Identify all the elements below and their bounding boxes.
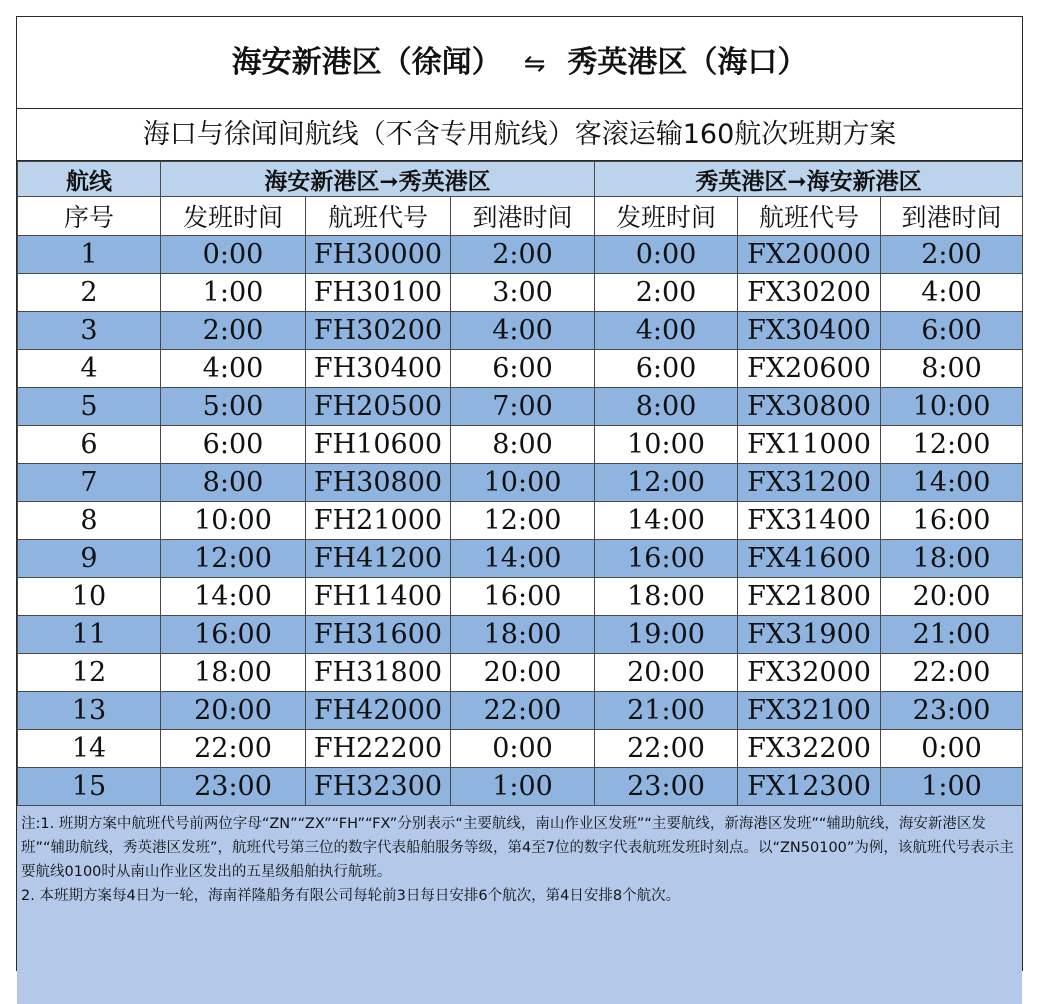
xiuying-flight-code-cell: FX31200 — [738, 464, 881, 502]
xiuying-arrive-cell: 16:00 — [881, 502, 1023, 540]
haian-flight-code-cell: FH21000 — [306, 502, 451, 540]
xiuying-arrive-cell: 18:00 — [881, 540, 1023, 578]
haian-flight-code-cell: FH41200 — [306, 540, 451, 578]
xiuying-arrive-cell: 10:00 — [881, 388, 1023, 426]
direction-haian-to-xiuying: 海安新港区➞秀英港区 — [161, 162, 595, 197]
table-row — [18, 578, 1023, 616]
xiuying-flight-code-cell: FX11000 — [738, 426, 881, 464]
table-row — [18, 730, 1023, 768]
xiuying-flight-code-cell: FX20000 — [738, 236, 881, 274]
table-row — [18, 274, 1023, 312]
xiuying-depart-cell: 12:00 — [595, 464, 738, 502]
table-row — [18, 540, 1023, 578]
depart-header: 发班时间 — [595, 197, 738, 236]
haian-depart-cell: 1:00 — [161, 274, 306, 312]
haian-arrive-cell: 0:00 — [451, 730, 595, 768]
xiuying-depart-cell: 14:00 — [595, 502, 738, 540]
xiuying-flight-code-cell: FX41600 — [738, 540, 881, 578]
haian-depart-cell: 6:00 — [161, 426, 306, 464]
xiuying-depart-cell: 6:00 — [595, 350, 738, 388]
haian-arrive-cell: 16:00 — [451, 578, 595, 616]
xiuying-flight-code-cell: FX32100 — [738, 692, 881, 730]
seq-cell: 3 — [18, 312, 161, 350]
haian-depart-cell: 22:00 — [161, 730, 306, 768]
haian-arrive-cell: 18:00 — [451, 616, 595, 654]
table-row — [18, 464, 1023, 502]
haian-arrive-cell: 7:00 — [451, 388, 595, 426]
seq-cell: 4 — [18, 350, 161, 388]
xiuying-flight-code-cell: FX21800 — [738, 578, 881, 616]
haian-depart-cell: 20:00 — [161, 692, 306, 730]
haian-depart-cell: 16:00 — [161, 616, 306, 654]
schedule-sheet — [16, 16, 1023, 971]
haian-flight-code-cell: FH31800 — [306, 654, 451, 692]
haian-flight-code-cell: FH30100 — [306, 274, 451, 312]
haian-flight-code-cell: FH20500 — [306, 388, 451, 426]
table-row — [18, 236, 1023, 274]
xiuying-flight-code-cell: FX32200 — [738, 730, 881, 768]
seq-cell: 15 — [18, 768, 161, 806]
seq-cell: 5 — [18, 388, 161, 426]
haian-arrive-cell: 20:00 — [451, 654, 595, 692]
xiuying-arrive-cell: 12:00 — [881, 426, 1023, 464]
haian-arrive-cell: 22:00 — [451, 692, 595, 730]
xiuying-depart-cell: 16:00 — [595, 540, 738, 578]
table-row — [18, 350, 1023, 388]
xiuying-flight-code-cell: FX31900 — [738, 616, 881, 654]
haian-depart-cell: 8:00 — [161, 464, 306, 502]
xiuying-depart-cell: 19:00 — [595, 616, 738, 654]
seq-cell: 8 — [18, 502, 161, 540]
title-destination: 秀英港区（海口） — [567, 45, 808, 80]
haian-arrive-cell: 12:00 — [451, 502, 595, 540]
haian-depart-cell: 10:00 — [161, 502, 306, 540]
header-row-columns — [18, 197, 1023, 236]
header-row-direction — [18, 162, 1023, 197]
direction-xiuying-to-haian: 秀英港区➞海安新港区 — [595, 162, 1023, 197]
xiuying-flight-code-cell: FX30400 — [738, 312, 881, 350]
haian-depart-cell: 14:00 — [161, 578, 306, 616]
xiuying-depart-cell: 23:00 — [595, 768, 738, 806]
xiuying-arrive-cell: 23:00 — [881, 692, 1023, 730]
seq-cell: 1 — [18, 236, 161, 274]
seq-cell: 10 — [18, 578, 161, 616]
haian-flight-code-cell: FH31600 — [306, 616, 451, 654]
haian-flight-code-cell: FH11400 — [306, 578, 451, 616]
route-label: 航线 — [18, 162, 161, 197]
xiuying-depart-cell: 21:00 — [595, 692, 738, 730]
haian-depart-cell: 5:00 — [161, 388, 306, 426]
table-row — [18, 692, 1023, 730]
xiuying-arrive-cell: 0:00 — [881, 730, 1023, 768]
footnote-1: 注:1. 班期方案中航班代号前两位字母“ZN”“ZX”“FH”“FX”分别表示“主要航线，南山作业区发班”“主要航线，新海港区发班”“辅助航线，海安新港区发班”“辅助航线，秀英港区发班”，航班代号第三位的数字代表船舶服务等级，第4至7位的数字代表航班发班时刻点。以“ZN50100”为例，该航班代号表示主要航线0100时从南山作业区发出的五星级船舶执行航班。 — [21, 816, 1014, 880]
xiuying-arrive-cell: 6:00 — [881, 312, 1023, 350]
xiuying-depart-cell: 4:00 — [595, 312, 738, 350]
haian-flight-code-cell: FH42000 — [306, 692, 451, 730]
seq-header: 序号 — [18, 197, 161, 236]
xiuying-flight-code-cell: FX31400 — [738, 502, 881, 540]
arrive-header: 到港时间 — [451, 197, 595, 236]
haian-arrive-cell: 8:00 — [451, 426, 595, 464]
arrive-header: 到港时间 — [881, 197, 1023, 236]
xiuying-arrive-cell: 14:00 — [881, 464, 1023, 502]
haian-flight-code-cell: FH30400 — [306, 350, 451, 388]
xiuying-depart-cell: 8:00 — [595, 388, 738, 426]
xiuying-depart-cell: 22:00 — [595, 730, 738, 768]
haian-flight-code-cell: FH30800 — [306, 464, 451, 502]
xiuying-flight-code-cell: FX30800 — [738, 388, 881, 426]
xiuying-arrive-cell: 21:00 — [881, 616, 1023, 654]
haian-arrive-cell: 4:00 — [451, 312, 595, 350]
haian-arrive-cell: 10:00 — [451, 464, 595, 502]
haian-depart-cell: 0:00 — [161, 236, 306, 274]
xiuying-depart-cell: 10:00 — [595, 426, 738, 464]
page-subtitle: 海口与徐闻间航线（不含专用航线）客滚运输160航次班期方案 — [17, 109, 1022, 161]
footnote — [17, 806, 1022, 1004]
xiuying-arrive-cell: 4:00 — [881, 274, 1023, 312]
title-origin: 海安新港区（徐闻） — [231, 45, 502, 80]
schedule-table — [17, 161, 1023, 806]
haian-flight-code-cell: FH30000 — [306, 236, 451, 274]
table-row — [18, 502, 1023, 540]
footnote-2: 2. 本班期方案每4日为一轮，海南祥隆船务有限公司每轮前3日每日安排6个航次，第4日安排8个航次。 — [21, 888, 681, 904]
xiuying-flight-code-cell: FX30200 — [738, 274, 881, 312]
xiuying-flight-code-cell: FX12300 — [738, 768, 881, 806]
seq-cell: 6 — [18, 426, 161, 464]
xiuying-arrive-cell: 22:00 — [881, 654, 1023, 692]
seq-cell: 11 — [18, 616, 161, 654]
table-row — [18, 616, 1023, 654]
haian-arrive-cell: 1:00 — [451, 768, 595, 806]
xiuying-arrive-cell: 20:00 — [881, 578, 1023, 616]
haian-depart-cell: 23:00 — [161, 768, 306, 806]
depart-header: 发班时间 — [161, 197, 306, 236]
haian-arrive-cell: 3:00 — [451, 274, 595, 312]
haian-flight-code-cell: FH10600 — [306, 426, 451, 464]
xiuying-depart-cell: 18:00 — [595, 578, 738, 616]
haian-depart-cell: 12:00 — [161, 540, 306, 578]
haian-arrive-cell: 14:00 — [451, 540, 595, 578]
haian-depart-cell: 18:00 — [161, 654, 306, 692]
flight-code-header: 航班代号 — [738, 197, 881, 236]
xiuying-arrive-cell: 2:00 — [881, 236, 1023, 274]
table-row — [18, 426, 1023, 464]
seq-cell: 12 — [18, 654, 161, 692]
flight-code-header: 航班代号 — [306, 197, 451, 236]
xiuying-arrive-cell: 8:00 — [881, 350, 1023, 388]
seq-cell: 13 — [18, 692, 161, 730]
haian-arrive-cell: 6:00 — [451, 350, 595, 388]
haian-flight-code-cell: FH22200 — [306, 730, 451, 768]
xiuying-flight-code-cell: FX32000 — [738, 654, 881, 692]
xiuying-depart-cell: 0:00 — [595, 236, 738, 274]
xiuying-flight-code-cell: FX20600 — [738, 350, 881, 388]
haian-flight-code-cell: FH30200 — [306, 312, 451, 350]
xiuying-arrive-cell: 1:00 — [881, 768, 1023, 806]
haian-flight-code-cell: FH32300 — [306, 768, 451, 806]
bidirectional-arrow-icon: ⇋ — [523, 49, 546, 79]
table-row — [18, 768, 1023, 806]
seq-cell: 7 — [18, 464, 161, 502]
seq-cell: 14 — [18, 730, 161, 768]
table-row — [18, 388, 1023, 426]
seq-cell: 9 — [18, 540, 161, 578]
haian-depart-cell: 4:00 — [161, 350, 306, 388]
xiuying-depart-cell: 2:00 — [595, 274, 738, 312]
xiuying-depart-cell: 20:00 — [595, 654, 738, 692]
table-row — [18, 312, 1023, 350]
table-row — [18, 654, 1023, 692]
seq-cell: 2 — [18, 274, 161, 312]
haian-arrive-cell: 2:00 — [451, 236, 595, 274]
page-title — [17, 17, 1022, 109]
haian-depart-cell: 2:00 — [161, 312, 306, 350]
